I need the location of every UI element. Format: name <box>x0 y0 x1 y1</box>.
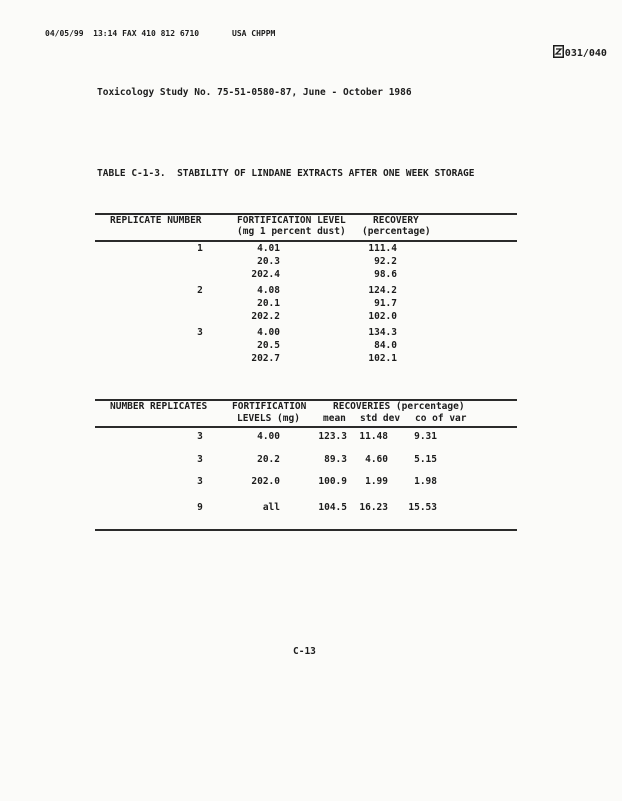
table1-header-rule <box>95 240 517 242</box>
table1-fortification-value: 202.2 <box>251 311 280 322</box>
table1-header-fortification: FORTIFICATION LEVEL <box>237 215 346 226</box>
table2-header-co-of-var: co of var <box>415 413 467 424</box>
table2-header-fortification: FORTIFICATION <box>232 401 307 412</box>
table1-replicate-number: 1 <box>197 243 203 254</box>
table2-mean-value: 89.3 <box>324 454 347 465</box>
table1-replicate-number: 3 <box>197 327 203 338</box>
table2-co-of-var-value: 5.15 <box>414 454 437 465</box>
table1-fortification-value: 202.7 <box>251 353 280 364</box>
table2-level-value: all <box>262 502 280 513</box>
table2-mean-value: 100.9 <box>318 476 347 487</box>
table-caption: TABLE C-1-3. STABILITY OF LINDANE EXTRACTS AFTER ONE WEEK STORAGE <box>97 168 475 179</box>
fax-page-icon <box>495 26 564 81</box>
table2-header-mean: mean <box>323 413 346 424</box>
fax-page-indicator: 031/040 <box>564 47 607 59</box>
table2-co-of-var-value: 15.53 <box>408 502 437 513</box>
table2-header-std-dev: std dev <box>360 413 401 424</box>
table1-recovery-value: 102.1 <box>368 353 397 364</box>
page-number: C-13 <box>293 646 316 657</box>
table2-std-dev-value: 4.60 <box>365 454 388 465</box>
table1-fortification-value: 20.5 <box>257 340 280 351</box>
fax-header-left: 04/05/99 13:14 FAX 410 812 6710 <box>45 29 200 38</box>
table1-recovery-value: 84.0 <box>374 340 397 351</box>
table1-recovery-value: 102.0 <box>368 311 397 322</box>
study-title: Toxicology Study No. 75-51-0580-87, June - October 1986 <box>97 87 412 98</box>
table1-recovery-value: 134.3 <box>368 327 397 338</box>
table2-std-dev-value: 16.23 <box>359 502 388 513</box>
table1-fortification-value: 202.4 <box>251 269 280 280</box>
table2-level-value: 20.2 <box>257 454 280 465</box>
table2-replicates-value: 3 <box>197 476 203 487</box>
table1-recovery-value: 91.7 <box>374 298 397 309</box>
table1-fortification-value: 4.00 <box>257 327 280 338</box>
table2-replicates-value: 3 <box>197 431 203 442</box>
table1-header-replicate: REPLICATE NUMBER <box>110 215 202 226</box>
table2-header-rule <box>95 426 517 428</box>
table1-fortification-value: 20.3 <box>257 256 280 267</box>
table2-mean-value: 123.3 <box>318 431 347 442</box>
table2-std-dev-value: 1.99 <box>365 476 388 487</box>
table2-header-recoveries: RECOVERIES (percentage) <box>333 401 465 412</box>
table1-header-recovery: RECOVERY <box>373 215 419 226</box>
table2-bottom-rule <box>95 529 517 531</box>
table2-co-of-var-value: 1.98 <box>414 476 437 487</box>
table1-recovery-value: 111.4 <box>368 243 397 254</box>
table2-level-value: 202.0 <box>251 476 280 487</box>
table1-recovery-value: 124.2 <box>368 285 397 296</box>
table1-header-recovery-units: (percentage) <box>362 226 431 237</box>
table1-header-fortification-units: (mg 1 percent dust) <box>237 226 346 237</box>
table1-recovery-value: 98.6 <box>374 269 397 280</box>
fax-header-right <box>495 26 607 81</box>
table2-co-of-var-value: 9.31 <box>414 431 437 442</box>
table1-replicate-number: 2 <box>197 285 203 296</box>
table1-fortification-value: 4.08 <box>257 285 280 296</box>
table2-level-value: 4.00 <box>257 431 280 442</box>
table2-replicates-value: 3 <box>197 454 203 465</box>
table1-fortification-value: 20.1 <box>257 298 280 309</box>
table2-header-replicates: NUMBER REPLICATES <box>110 401 208 412</box>
table1-fortification-value: 4.01 <box>257 243 280 254</box>
table2-header-levels: LEVELS (mg) <box>237 413 300 424</box>
fax-header-center: USA CHPPM <box>232 29 276 38</box>
table2-std-dev-value: 11.48 <box>359 431 388 442</box>
table1-recovery-value: 92.2 <box>374 256 397 267</box>
table2-mean-value: 104.5 <box>318 502 347 513</box>
table2-replicates-value: 9 <box>197 502 203 513</box>
